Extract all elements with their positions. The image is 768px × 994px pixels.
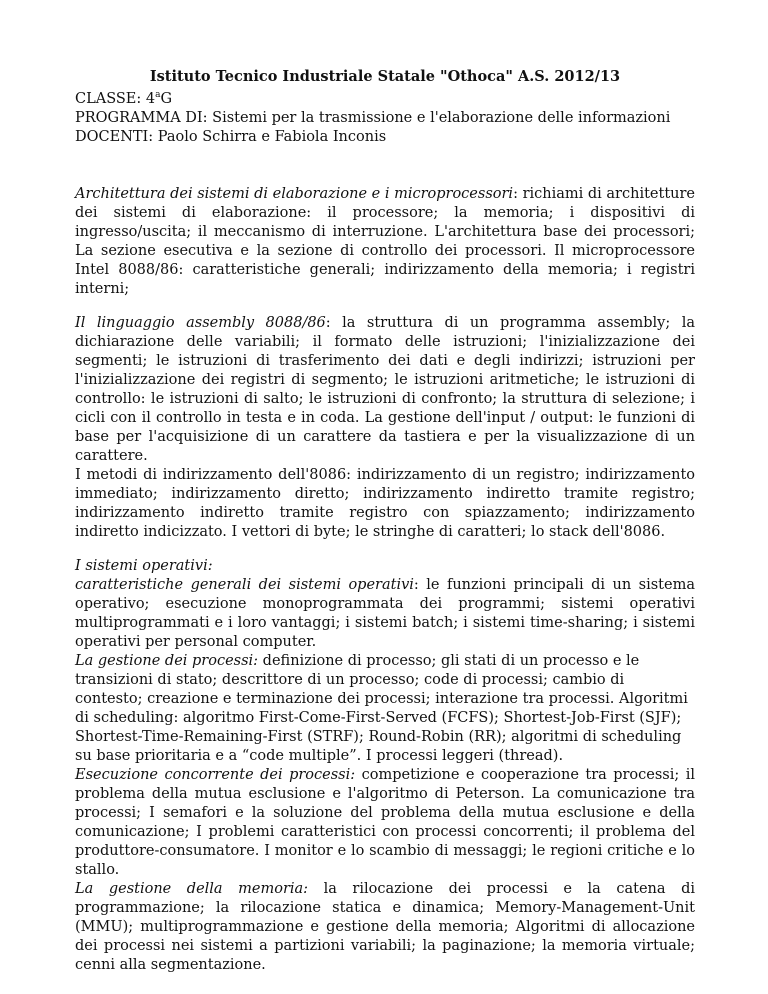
classe-label: CLASSE: 4: [75, 90, 156, 107]
programma-line: PROGRAMMA DI: Sistemi per la trasmissione e l'elaborazione delle informazioni: [75, 109, 671, 126]
section-processi: [75, 652, 695, 766]
memoria-text: la rilocazione dei processi e la catena di programmazione; la rilocazione statica e dinamica; Memory-Management-Unit (MMU); multiprogrammazione e gestione della memoria; Algoritmi di allocazione dei processi nei sistemi a partizioni variabili; la paginazione; la memoria virtuale; cenni alla segmentazione.: [75, 880, 695, 973]
classe-superscript: a: [155, 90, 161, 100]
section-assembly-text: : la struttura di un programma assembly; la dichiarazione delle variabili; il formato delle istruzioni; l'inizializzazione dei segmenti; le istruzioni di trasferimento dei dati e degli indirizzi; istruzioni per l'inizializzazione dei registri di segmento; le istruzioni aritmetiche; le istruzioni di controllo: le istruzioni di salto; le istruzioni di confronto; la struttura di selezione; i cicli con il controllo in testa e in coda. La gestione dell'input / output: le funzioni di base per l'acquisizione di un carattere da tastiera e per la visualizzazione di un carattere.: [75, 314, 695, 464]
section-concorrente: [75, 766, 695, 880]
section-os-title: [75, 557, 695, 576]
processi-title: La gestione dei processi:: [75, 652, 259, 669]
document-title: Istituto Tecnico Industriale Statale "Othoca" A.S. 2012/13: [149, 68, 621, 85]
section-assembly-title: Il linguaggio assembly 8088/86: [75, 314, 326, 331]
processi-text: definizione di processo; gli stati di un processo e le transizioni di stato; descrittore di un processo; code di processi; cambio di contesto; creazione e terminazione dei processi; interazione tra processi. Algoritmi di scheduling: algoritmo First-Come-First-Served (FCFS); Shortest-Job-First (SJF); Shortest-Time-Remaining-First (STRF); Round-Robin (RR); algoritmi di scheduling su base prioritaria e a “code multiple”. I processi leggeri (thread).: [75, 652, 688, 764]
section-os-general: [75, 576, 695, 652]
document-page: [75, 67, 695, 975]
concorrente-text: competizione e cooperazione tra processi; il problema della mutua esclusione e l'algoritmo di Peterson. La comunicazione tra processi; I semafori e la soluzione del problema della mutua esclusione e della comunicazione; I problemi caratteristici con processi concorrenti; il problema del produttore-consumatore. I monitor e lo scambio di messaggi; le regioni critiche e lo stallo.: [75, 766, 696, 878]
section-assembly: [75, 314, 695, 466]
classe-suffix: G: [160, 90, 173, 107]
classe-line: [75, 86, 695, 109]
os-general-title: caratteristiche generali dei sistemi operativi: [75, 576, 414, 593]
section-architettura-title: Architettura dei sistemi di elaborazione e i microprocessori: [75, 185, 514, 202]
concorrente-title: Esecuzione concorrente dei processi:: [75, 766, 356, 783]
memoria-title: La gestione della memoria:: [75, 880, 309, 897]
section-architettura: [75, 185, 695, 299]
section-architettura-text: : richiami di architetture dei sistemi di elaborazione: il processore; la memoria; i dispositivi di ingresso/uscita; il meccanismo di interruzione. L'architettura base dei processori; La sezione esecutiva e la sezione di controllo dei processori. Il microprocessore Intel 8088/86: caratteristiche generali; indirizzamento della memoria; i registri interni;: [75, 185, 695, 297]
section-indirizzamento: I metodi di indirizzamento dell'8086: indirizzamento di un registro; indirizzamento immediato; indirizzamento diretto; indirizzamento indiretto tramite registro; indirizzamento indiretto tramite registro con spiazzamento; indirizzamento indiretto indicizzato. I vettori di byte; le stringhe di caratteri; lo stack dell'8086.: [75, 466, 695, 540]
os-general-text: : le funzioni principali di un sistema operativo; esecuzione monoprogrammata dei programmi; sistemi operativi multiprogrammati e i loro vantaggi; i sistemi batch; i sistemi time-sharing; i sistemi operativi per personal computer.: [75, 576, 695, 650]
section-memoria: [75, 880, 695, 975]
os-title: I sistemi operativi:: [75, 557, 213, 574]
docenti-line: DOCENTI: Paolo Schirra e Fabiola Inconis: [75, 128, 387, 145]
